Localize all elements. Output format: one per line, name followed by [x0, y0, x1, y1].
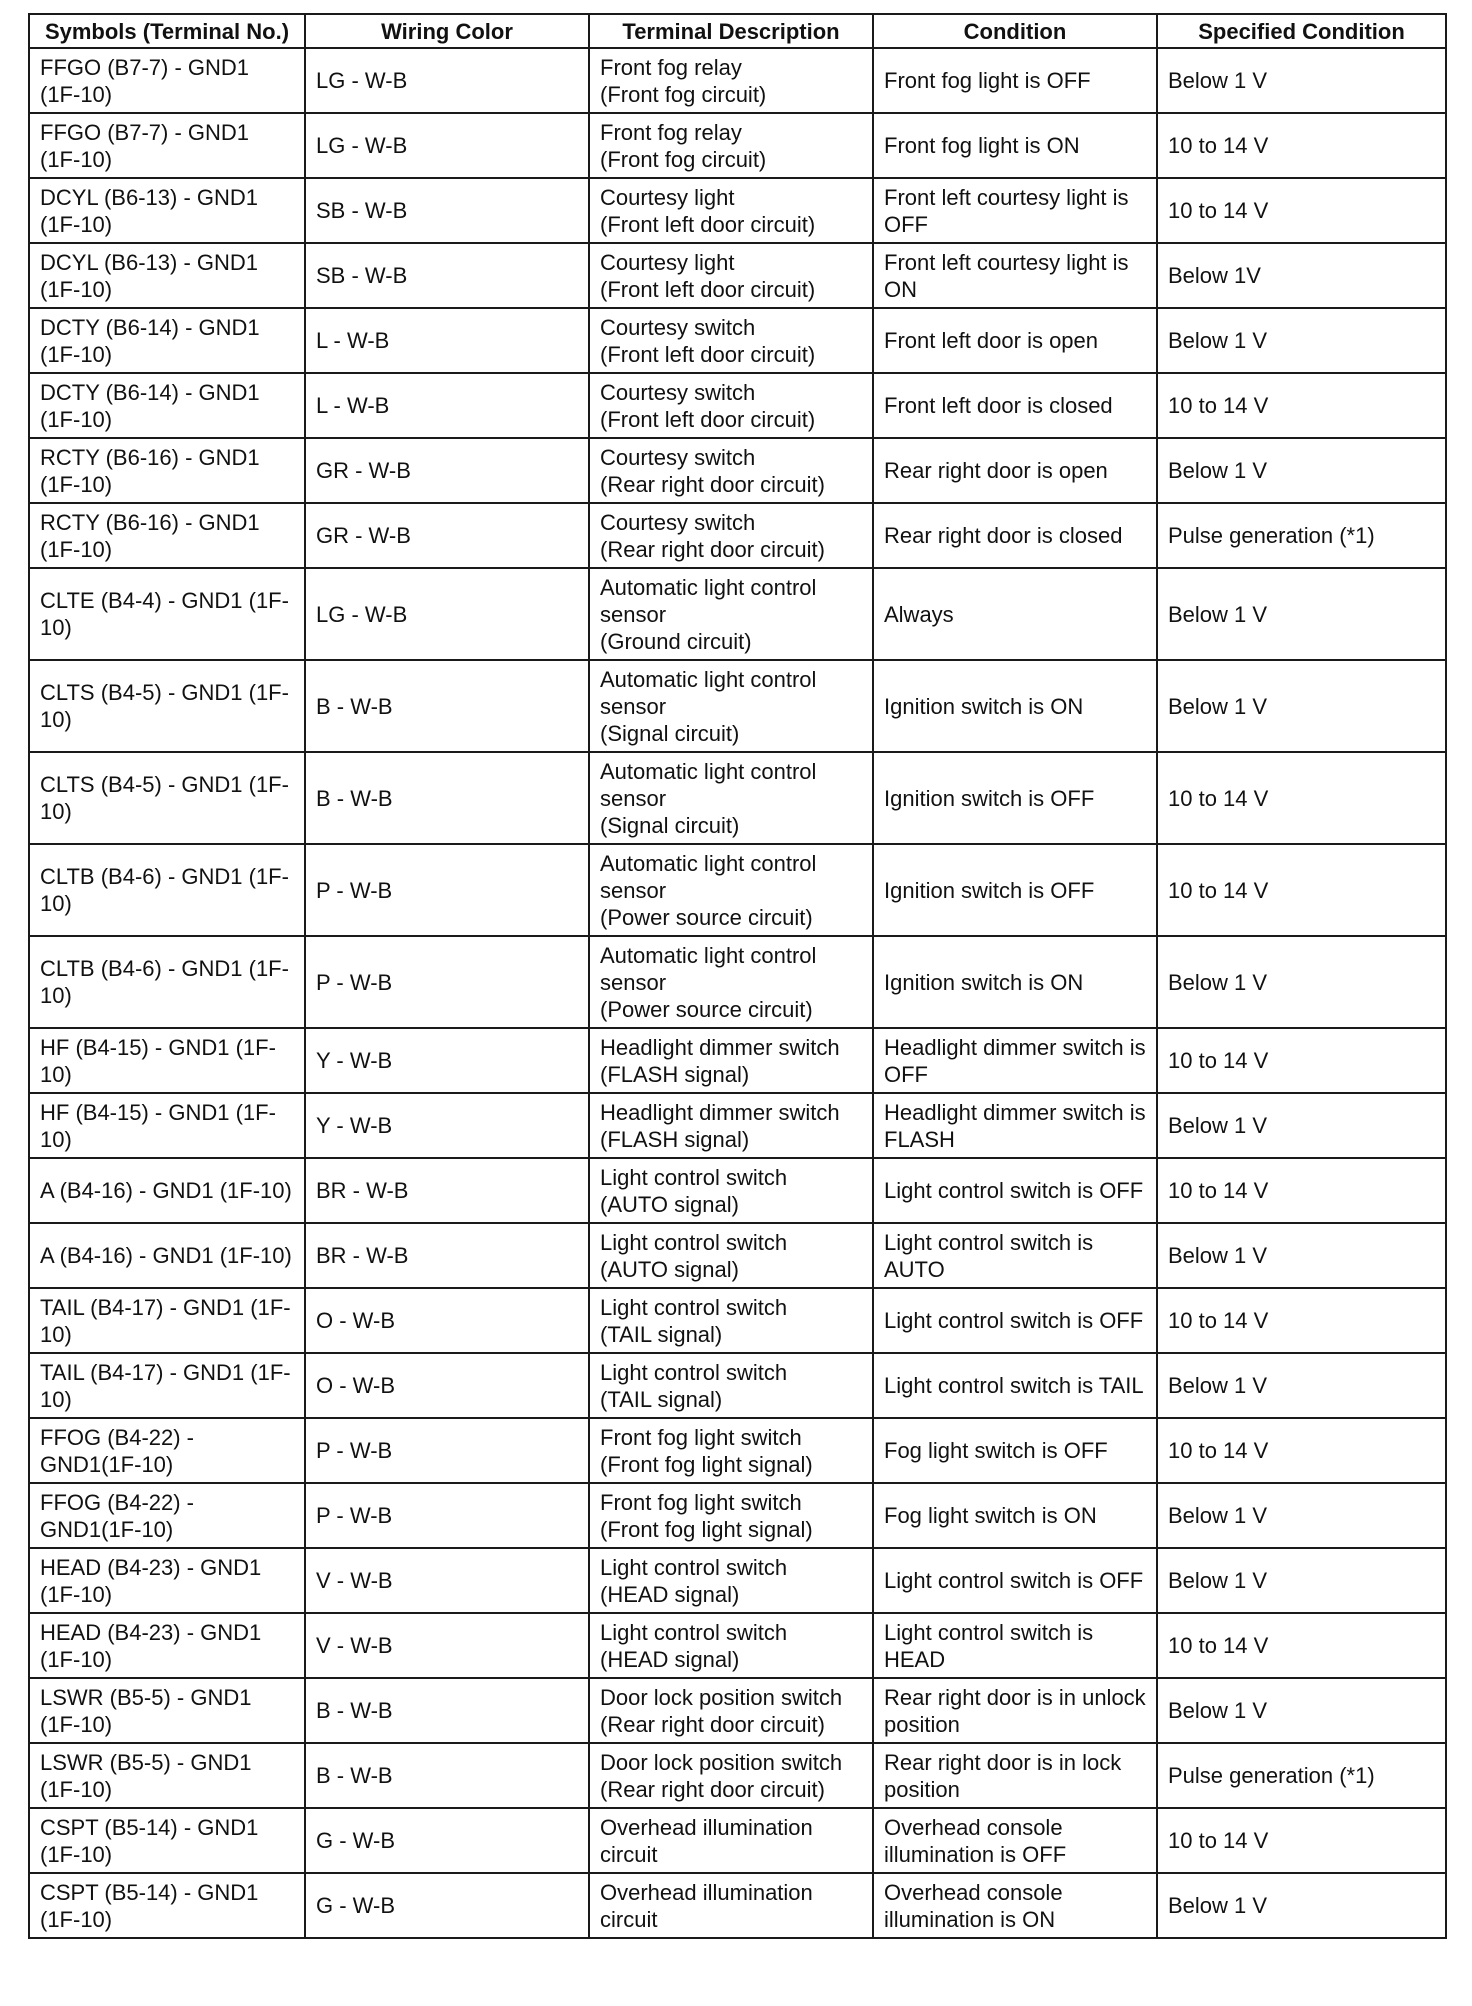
wiring-color-cell: LG - W-B [305, 568, 589, 660]
description-line: (HEAD signal) [600, 1581, 740, 1607]
specified-condition-cell: Below 1 V [1157, 936, 1446, 1028]
terminal-description-cell [589, 503, 873, 568]
specified-condition-cell: Pulse generation (*1) [1157, 503, 1446, 568]
description-line: Light control switch [600, 1359, 788, 1385]
table-row [29, 48, 1446, 113]
condition-cell: Rear right door is open [873, 438, 1157, 503]
description-line: (TAIL signal) [600, 1386, 723, 1412]
description-line: Automatic light control [600, 574, 817, 600]
specified-condition-cell: Below 1 V [1157, 308, 1446, 373]
description-line: Light control switch [600, 1294, 788, 1320]
wiring-color-cell: Y - W-B [305, 1093, 589, 1158]
terminal-description-cell [589, 1158, 873, 1223]
terminal-description-cell [589, 373, 873, 438]
specified-condition-cell: 10 to 14 V [1157, 1288, 1446, 1353]
terminal-description-cell [589, 752, 873, 844]
specified-condition-cell: Below 1 V [1157, 1483, 1446, 1548]
terminal-description-cell [589, 1483, 873, 1548]
description-line: Courtesy switch [600, 444, 756, 470]
condition-cell: Always [873, 568, 1157, 660]
description-line: (FLASH signal) [600, 1061, 750, 1087]
specified-condition-cell: Below 1V [1157, 243, 1446, 308]
description-line: (Power source circuit) [600, 904, 813, 930]
wiring-color-cell: P - W-B [305, 936, 589, 1028]
symbol-cell: CLTE (B4-4) - GND1 (1F-10) [29, 568, 305, 660]
description-line: Door lock position switch [600, 1749, 843, 1775]
table-row [29, 243, 1446, 308]
wiring-color-cell: V - W-B [305, 1613, 589, 1678]
description-line: Front fog light switch [600, 1489, 802, 1515]
header-wiring-color: Wiring Color [305, 14, 589, 48]
table-header [29, 14, 1446, 48]
specified-condition-cell: Pulse generation (*1) [1157, 1743, 1446, 1808]
wiring-color-cell: O - W-B [305, 1288, 589, 1353]
symbol-cell: A (B4-16) - GND1 (1F-10) [29, 1223, 305, 1288]
condition-cell: Fog light switch is ON [873, 1483, 1157, 1548]
wiring-color-cell: BR - W-B [305, 1223, 589, 1288]
terminal-description-cell [589, 660, 873, 752]
header-row [29, 14, 1446, 48]
symbol-cell: RCTY (B6-16) - GND1 (1F-10) [29, 503, 305, 568]
condition-cell: Fog light switch is OFF [873, 1418, 1157, 1483]
specified-condition-cell: Below 1 V [1157, 568, 1446, 660]
symbol-cell: HEAD (B4-23) - GND1 (1F-10) [29, 1548, 305, 1613]
table-row [29, 1288, 1446, 1353]
condition-cell: Front left courtesy light is ON [873, 243, 1157, 308]
description-line: (Front left door circuit) [600, 276, 816, 302]
terminal-description-cell [589, 1093, 873, 1158]
table-row [29, 178, 1446, 243]
description-line: (Signal circuit) [600, 720, 740, 746]
specified-condition-cell: Below 1 V [1157, 660, 1446, 752]
wiring-color-cell: B - W-B [305, 660, 589, 752]
wiring-color-cell: GR - W-B [305, 438, 589, 503]
description-line: (FLASH signal) [600, 1126, 750, 1152]
terminal-description-cell [589, 1873, 873, 1938]
wiring-color-cell: P - W-B [305, 1483, 589, 1548]
specified-condition-cell: Below 1 V [1157, 1873, 1446, 1938]
table-row [29, 1418, 1446, 1483]
specified-condition-cell: 10 to 14 V [1157, 1158, 1446, 1223]
table-body [29, 48, 1446, 1938]
specified-condition-cell: 10 to 14 V [1157, 1613, 1446, 1678]
description-line: sensor [600, 693, 667, 719]
condition-cell: Overhead console illumination is OFF [873, 1808, 1157, 1873]
header-symbols: Symbols (Terminal No.) [29, 14, 305, 48]
condition-cell: Front left courtesy light is OFF [873, 178, 1157, 243]
condition-cell: Headlight dimmer switch is OFF [873, 1028, 1157, 1093]
description-line: Courtesy switch [600, 314, 756, 340]
description-line: sensor [600, 877, 667, 903]
wiring-color-cell: LG - W-B [305, 48, 589, 113]
table-row [29, 308, 1446, 373]
wiring-color-cell: G - W-B [305, 1808, 589, 1873]
symbol-cell: CLTS (B4-5) - GND1 (1F-10) [29, 752, 305, 844]
symbol-cell: FFOG (B4-22) - GND1(1F-10) [29, 1483, 305, 1548]
condition-cell: Ignition switch is ON [873, 660, 1157, 752]
specified-condition-cell: Below 1 V [1157, 1353, 1446, 1418]
specified-condition-cell: Below 1 V [1157, 1223, 1446, 1288]
description-line: (Front fog light signal) [600, 1451, 813, 1477]
table-row [29, 1353, 1446, 1418]
description-line: Light control switch [600, 1554, 788, 1580]
table-row [29, 113, 1446, 178]
specified-condition-cell: Below 1 V [1157, 48, 1446, 113]
table-row [29, 1548, 1446, 1613]
symbol-cell: CSPT (B5-14) - GND1 (1F-10) [29, 1873, 305, 1938]
header-specified-condition: Specified Condition [1157, 14, 1446, 48]
symbol-cell: TAIL (B4-17) - GND1 (1F-10) [29, 1288, 305, 1353]
description-line: Door lock position switch [600, 1684, 843, 1710]
symbol-cell: TAIL (B4-17) - GND1 (1F-10) [29, 1353, 305, 1418]
description-line: Front fog relay [600, 119, 742, 145]
condition-cell: Light control switch is OFF [873, 1288, 1157, 1353]
description-line: (AUTO signal) [600, 1191, 739, 1217]
description-line: (Power source circuit) [600, 996, 813, 1022]
specified-condition-cell: 10 to 14 V [1157, 844, 1446, 936]
table-row [29, 373, 1446, 438]
condition-cell: Rear right door is in unlock position [873, 1678, 1157, 1743]
specified-condition-cell: 10 to 14 V [1157, 1418, 1446, 1483]
symbol-cell: FFOG (B4-22) - GND1(1F-10) [29, 1418, 305, 1483]
table-row [29, 568, 1446, 660]
terminal-description-cell [589, 1678, 873, 1743]
symbol-cell: FFGO (B7-7) - GND1 (1F-10) [29, 48, 305, 113]
table-row [29, 1873, 1446, 1938]
description-line: (HEAD signal) [600, 1646, 740, 1672]
terminal-description-cell [589, 1028, 873, 1093]
description-line: Automatic light control [600, 942, 817, 968]
description-line: (AUTO signal) [600, 1256, 739, 1282]
wiring-color-cell: GR - W-B [305, 503, 589, 568]
wiring-color-cell: Y - W-B [305, 1028, 589, 1093]
description-line: (Front fog light signal) [600, 1516, 813, 1542]
symbol-cell: LSWR (B5-5) - GND1 (1F-10) [29, 1743, 305, 1808]
description-line: circuit [600, 1841, 658, 1867]
symbol-cell: A (B4-16) - GND1 (1F-10) [29, 1158, 305, 1223]
description-line: (Ground circuit) [600, 628, 752, 654]
description-line: Headlight dimmer switch [600, 1099, 840, 1125]
description-line: sensor [600, 969, 667, 995]
wiring-color-cell: P - W-B [305, 1418, 589, 1483]
table-row [29, 1613, 1446, 1678]
description-line: Overhead illumination [600, 1814, 813, 1840]
terminal-description-cell [589, 178, 873, 243]
terminal-description-cell [589, 1808, 873, 1873]
description-line: Courtesy switch [600, 509, 756, 535]
specified-condition-cell: 10 to 14 V [1157, 113, 1446, 178]
wiring-color-cell: SB - W-B [305, 178, 589, 243]
terminal-description-cell [589, 1613, 873, 1678]
specified-condition-cell: 10 to 14 V [1157, 178, 1446, 243]
table-row [29, 1743, 1446, 1808]
description-line: Light control switch [600, 1229, 788, 1255]
description-line: (Front fog circuit) [600, 146, 767, 172]
terminal-description-cell [589, 936, 873, 1028]
symbol-cell: CLTS (B4-5) - GND1 (1F-10) [29, 660, 305, 752]
wiring-color-cell: O - W-B [305, 1353, 589, 1418]
description-line: Courtesy switch [600, 379, 756, 405]
description-line: Overhead illumination [600, 1879, 813, 1905]
symbol-cell: DCYL (B6-13) - GND1 (1F-10) [29, 243, 305, 308]
description-line: (TAIL signal) [600, 1321, 723, 1347]
specified-condition-cell: 10 to 14 V [1157, 752, 1446, 844]
header-terminal-description: Terminal Description [589, 14, 873, 48]
description-line: Courtesy light [600, 249, 735, 275]
table-row [29, 844, 1446, 936]
symbol-cell: RCTY (B6-16) - GND1 (1F-10) [29, 438, 305, 503]
specified-condition-cell: Below 1 V [1157, 438, 1446, 503]
description-line: Light control switch [600, 1619, 788, 1645]
table-row [29, 438, 1446, 503]
condition-cell: Ignition switch is OFF [873, 752, 1157, 844]
wiring-color-cell: L - W-B [305, 373, 589, 438]
table-row [29, 1158, 1446, 1223]
wiring-color-cell: B - W-B [305, 1743, 589, 1808]
description-line: circuit [600, 1906, 658, 1932]
table-row [29, 503, 1446, 568]
condition-cell: Front left door is open [873, 308, 1157, 373]
symbol-cell: DCTY (B6-14) - GND1 (1F-10) [29, 308, 305, 373]
description-line: Automatic light control [600, 758, 817, 784]
terminal-description-cell [589, 1418, 873, 1483]
description-line: Automatic light control [600, 850, 817, 876]
wiring-color-cell: L - W-B [305, 308, 589, 373]
terminal-description-cell [589, 1288, 873, 1353]
specified-condition-cell: 10 to 14 V [1157, 1028, 1446, 1093]
condition-cell: Headlight dimmer switch is FLASH [873, 1093, 1157, 1158]
terminal-description-cell [589, 1548, 873, 1613]
description-line: Light control switch [600, 1164, 788, 1190]
wiring-color-cell: B - W-B [305, 752, 589, 844]
symbol-cell: HF (B4-15) - GND1 (1F-10) [29, 1028, 305, 1093]
wiring-color-cell: G - W-B [305, 1873, 589, 1938]
description-line: Headlight dimmer switch [600, 1034, 840, 1060]
symbol-cell: LSWR (B5-5) - GND1 (1F-10) [29, 1678, 305, 1743]
wiring-color-cell: BR - W-B [305, 1158, 589, 1223]
symbol-cell: FFGO (B7-7) - GND1 (1F-10) [29, 113, 305, 178]
condition-cell: Light control switch is AUTO [873, 1223, 1157, 1288]
description-line: (Front left door circuit) [600, 406, 816, 432]
table-row [29, 936, 1446, 1028]
description-line: (Signal circuit) [600, 812, 740, 838]
table-row [29, 1678, 1446, 1743]
terminal-spec-document [28, 13, 1445, 1939]
description-line: Automatic light control [600, 666, 817, 692]
symbol-cell: CLTB (B4-6) - GND1 (1F-10) [29, 936, 305, 1028]
condition-cell: Front fog light is OFF [873, 48, 1157, 113]
condition-cell: Light control switch is TAIL [873, 1353, 1157, 1418]
table-row [29, 1808, 1446, 1873]
wiring-color-cell: P - W-B [305, 844, 589, 936]
specified-condition-cell: Below 1 V [1157, 1093, 1446, 1158]
terminal-description-cell [589, 113, 873, 178]
table-row [29, 1028, 1446, 1093]
header-condition: Condition [873, 14, 1157, 48]
specified-condition-cell: Below 1 V [1157, 1678, 1446, 1743]
condition-cell: Front fog light is ON [873, 113, 1157, 178]
terminal-description-cell [589, 243, 873, 308]
symbol-cell: DCYL (B6-13) - GND1 (1F-10) [29, 178, 305, 243]
specified-condition-cell: Below 1 V [1157, 1548, 1446, 1613]
condition-cell: Front left door is closed [873, 373, 1157, 438]
wiring-color-cell: SB - W-B [305, 243, 589, 308]
description-line: sensor [600, 785, 667, 811]
table-row [29, 1093, 1446, 1158]
description-line: (Rear right door circuit) [600, 471, 825, 497]
description-line: (Rear right door circuit) [600, 536, 825, 562]
table-row [29, 1223, 1446, 1288]
condition-cell: Light control switch is OFF [873, 1158, 1157, 1223]
symbol-cell: CLTB (B4-6) - GND1 (1F-10) [29, 844, 305, 936]
terminal-description-cell [589, 1223, 873, 1288]
condition-cell: Overhead console illumination is ON [873, 1873, 1157, 1938]
wiring-color-cell: B - W-B [305, 1678, 589, 1743]
symbol-cell: DCTY (B6-14) - GND1 (1F-10) [29, 373, 305, 438]
terminal-description-cell [589, 568, 873, 660]
specified-condition-cell: 10 to 14 V [1157, 373, 1446, 438]
terminal-description-cell [589, 308, 873, 373]
terminal-description-cell [589, 438, 873, 503]
terminal-description-cell [589, 48, 873, 113]
symbol-cell: CSPT (B5-14) - GND1 (1F-10) [29, 1808, 305, 1873]
condition-cell: Rear right door is in lock position [873, 1743, 1157, 1808]
condition-cell: Ignition switch is OFF [873, 844, 1157, 936]
symbol-cell: HF (B4-15) - GND1 (1F-10) [29, 1093, 305, 1158]
description-line: Courtesy light [600, 184, 735, 210]
description-line: (Rear right door circuit) [600, 1776, 825, 1802]
terminal-spec-table [28, 13, 1447, 1939]
description-line: (Front fog circuit) [600, 81, 767, 107]
description-line: (Front left door circuit) [600, 341, 816, 367]
description-line: (Front left door circuit) [600, 211, 816, 237]
description-line: (Rear right door circuit) [600, 1711, 825, 1737]
table-row [29, 1483, 1446, 1548]
description-line: Front fog light switch [600, 1424, 802, 1450]
condition-cell: Light control switch is HEAD [873, 1613, 1157, 1678]
symbol-cell: HEAD (B4-23) - GND1 (1F-10) [29, 1613, 305, 1678]
condition-cell: Ignition switch is ON [873, 936, 1157, 1028]
description-line: sensor [600, 601, 667, 627]
condition-cell: Rear right door is closed [873, 503, 1157, 568]
terminal-description-cell [589, 1353, 873, 1418]
wiring-color-cell: V - W-B [305, 1548, 589, 1613]
terminal-description-cell [589, 1743, 873, 1808]
wiring-color-cell: LG - W-B [305, 113, 589, 178]
description-line: Front fog relay [600, 54, 742, 80]
terminal-description-cell [589, 844, 873, 936]
table-row [29, 660, 1446, 752]
specified-condition-cell: 10 to 14 V [1157, 1808, 1446, 1873]
table-row [29, 752, 1446, 844]
condition-cell: Light control switch is OFF [873, 1548, 1157, 1613]
